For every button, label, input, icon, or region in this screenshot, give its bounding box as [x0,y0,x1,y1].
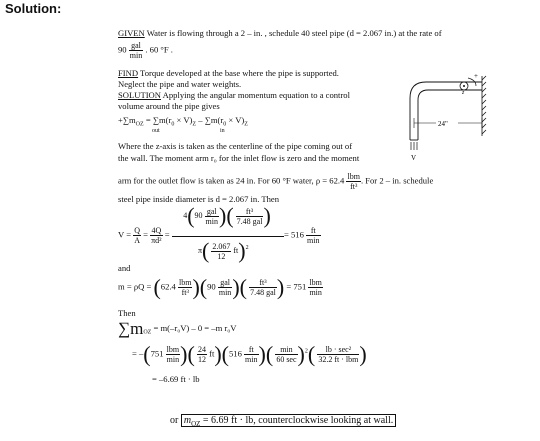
pipe-diagram [396,72,488,162]
neglect-line: Neglect the pipe and water weights. [118,79,242,89]
mass-q: 90 [207,281,216,292]
vel-num-4: 4 [183,210,188,220]
dim-label: 24" [438,120,448,128]
torque-pre: = – [132,348,144,359]
solution-heading: Solution: [5,1,62,16]
paren-open: ( [187,203,195,228]
v-label: V [411,154,417,162]
paren-close: ) [219,203,227,228]
torque-lbm-min: $\frac{\text{lbm}}{\min}$ [166,345,180,364]
mass-rho: 62.4 [160,281,176,292]
rate-fraction: $\frac{\text{gal}}{\min}$ [129,41,143,60]
dimension-24 [414,118,482,128]
para-line3 [118,172,433,191]
torque-ft: ft [209,348,215,359]
torque-line2: = –(751 $\frac{\text{lbm}}{\min}$ )( $\frac{24}{12}$ ft)(516 $\frac{ft}{\min}$ )( $\frac{\min}{60 \sec}$ )$^2$( $\frac{\text{lb · sec²}}{\text{32.2 ft · lbm}}$ ) [132,341,367,367]
final-answer [170,415,396,430]
vel-pi: π [198,245,203,255]
paren-close2: ) [263,203,271,228]
torque-m: 751 [150,348,164,359]
solution-line [118,90,350,101]
given-text: Water is flowing through a 2 – in. , schedule 40 steel pipe (d = 2.067 in.) at the rate of [144,28,442,38]
eq-r0: 0 [171,121,175,128]
para-line3-end: . For 2 – in. schedule [360,175,434,186]
given-line [118,28,442,39]
vel-sq: 2 [245,245,249,252]
velocity-result [284,226,321,245]
wall [482,76,486,136]
vel-ft3-gal: $\frac{\text{ft³}}{\text{7.48 gal}}$ [236,206,263,226]
mass-gal-min: $\frac{\text{gal}}{\min}$ [218,278,232,297]
answer-sub: OZ [191,420,201,428]
para-line2: the wall. The moment arm r₀ for the inlet flow is zero and the moment [118,153,360,163]
q-over-a: $\frac{Q}{A}$ [134,226,140,245]
eq-mid: = ∑m(r [143,115,172,125]
mass-equation: m = ρQ = (62.4 $\frac{\text{lbm}}{\text{ft³}}$ )(90 $\frac{\text{gal}}{\min}$ )( $\frac{\text{ft³}}{\text{7.48 gal}}$ ) = 751 $\frac{\text{lbm}}{\min}$ [118,274,322,300]
torque-ft-min: $\frac{ft}{\min}$ [245,345,258,364]
torque-line3: = –6.69 ft · lb [152,374,200,384]
and-label: and [118,263,131,273]
eq-z-2: Z [244,121,248,128]
mass-ft3-gal: $\frac{\text{ft³}}{\text{7.48 gal}}$ [250,278,276,297]
then-label: Then [118,308,136,318]
vel-2067-12: $\frac{2.067}{12}$ [212,241,231,261]
vel-ft: ft [233,245,239,255]
velocity-fraction-bar [172,236,284,237]
given-temp: . 60 °F . [145,44,173,55]
velocity-lhs: V = $\frac{Q}{A}$ = $\frac{4Q}{\text{πd²}}$ = [118,226,170,245]
pipe [410,82,482,140]
answer-box [181,414,396,427]
paren-open2: ( [226,203,234,228]
torque-sum: ∑m [118,319,144,339]
para-line1: Where the z-axis is taken as the centerline of the pipe coming out of [118,141,353,151]
torque-min-sec: $\frac{\min}{60 \sec}$ [276,345,297,364]
vel-lhs: V = [118,229,134,240]
velocity-numerator [174,203,280,229]
vel-result: = 516 [284,229,304,240]
solution-label: SOLUTION [118,90,161,100]
find-label: FIND [118,68,139,78]
eq-minus: – ∑m(r [196,115,224,125]
answer-m: m [183,415,192,426]
para-line4: steel pipe inside diameter is d = 2.067 in. Then [118,194,280,204]
torque-24-12: $\frac{24}{12}$ [197,345,206,364]
velocity-denominator [198,238,249,264]
paren-close3: ) [238,238,246,263]
answer-text: = 6.69 ft · lb, counterclockwise looking at wall. [200,415,394,426]
mass-lhs: m = ρQ = [118,281,154,292]
plus-label: + [474,72,478,80]
eq-lhs: +∑m [118,115,136,125]
z-label: z [462,90,465,96]
given-label: GIVEN [118,28,145,38]
eq-out-label: out [152,128,160,134]
torque-line1 [118,319,237,339]
torque-gc: $\frac{\text{lb · sec²}}{\text{32.2 ft · lbm}}$ [318,345,359,364]
eq-in-label: in [220,128,225,134]
mass-lbm-min: $\frac{\text{lbm}}{\min}$ [309,278,322,297]
rho-fraction: $\frac{\text{lbm}}{\text{ft³}}$ [347,172,360,191]
eq-r0-2: 0 [223,121,227,128]
find-line [118,68,339,79]
rate-value: 90 [118,44,127,55]
vel-90: 90 [194,210,203,220]
momentum-equation [118,114,248,131]
given-rate [118,41,173,60]
torque-sub: OZ [143,329,152,336]
z-axis-dot [463,85,465,87]
answer-or: or [170,415,179,426]
para-line3-text: arm for the outlet flow is taken as 24 in. For 60 °F water, ρ = 62.4 [118,175,345,186]
paren-open3: ( [202,238,210,263]
eq-z: Z [192,121,197,128]
solution-line2: volume around the pipe gives [118,101,220,111]
vel-ft-min: $\frac{ft}{\min}$ [307,226,320,245]
eq-cross: × V) [174,115,193,125]
find-text: Torque developed at the base where the pipe is supported. [138,68,339,78]
torque-v: 516 [229,348,242,359]
eq-lhs-sub: OZ [135,121,144,128]
solution-text: Applying the angular momentum equation to a control [160,90,350,100]
torque-rest: = m(–r₀V) – 0 = –m r₀V [151,323,237,333]
4q-over-pid2: $\frac{4Q}{\text{πd²}}$ [151,226,162,245]
vel-gal-min: $\frac{\text{gal}}{\min}$ [205,206,218,226]
flow-arrows [411,142,417,150]
mass-lbm-ft3: $\frac{\text{lbm}}{\text{ft³}}$ [179,278,192,297]
mass-result: = 751 [286,281,307,292]
eq-cross-2: × V) [226,115,245,125]
